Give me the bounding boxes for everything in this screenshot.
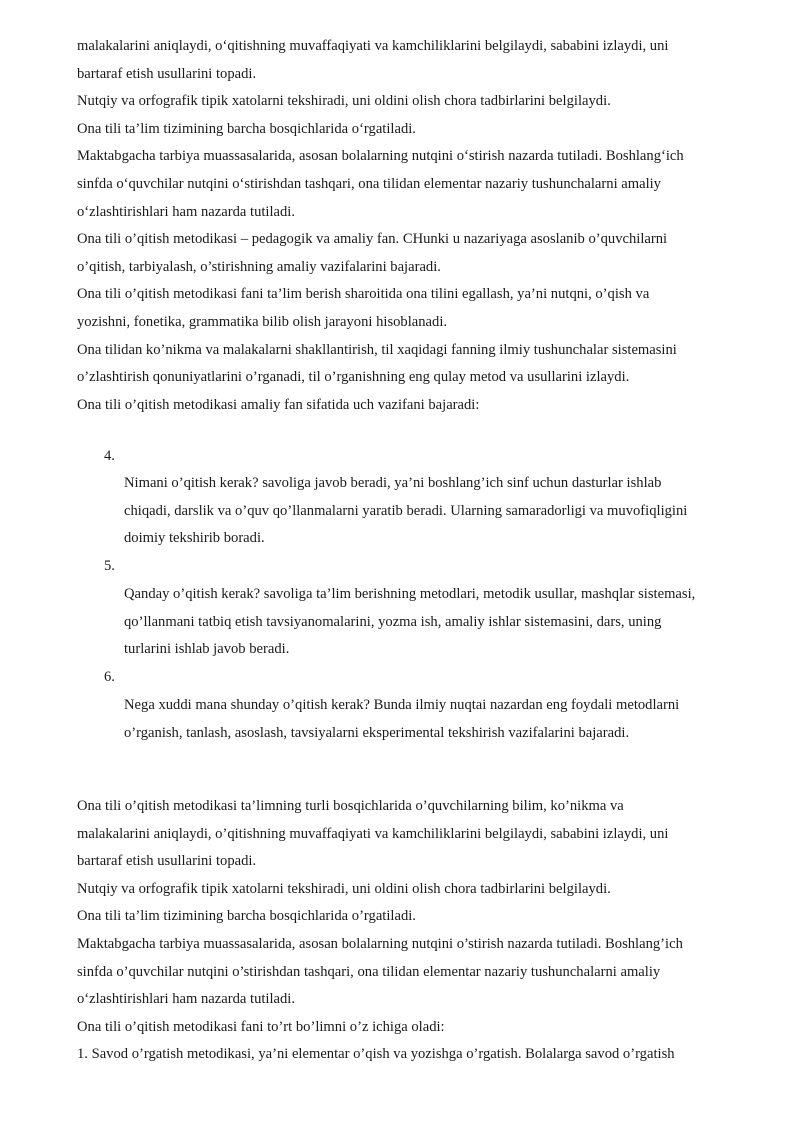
text-line: malakalarini aniqlaydi, o‘qitishning muvaffaqiyati va kamchiliklarini belgilaydi, sababini izlaydi, uni xyxy=(77,38,669,54)
paragraph xyxy=(77,226,767,281)
text-line: Nutqiy va orfografik tipik xatolarni tekshiradi, uni oldini olish chora tadbirlarini belgilaydi. xyxy=(77,880,611,897)
paragraph xyxy=(77,876,767,904)
text-line: o’qitish, tarbiyalash, o’stirishning amaliy vazifalarini bajaradi. xyxy=(77,258,441,275)
paragraph xyxy=(77,116,767,144)
paragraph xyxy=(77,793,767,876)
text-line: doimiy tekshirib boradi. xyxy=(124,530,265,547)
text-line: turlarini ishlab javob beradi. xyxy=(124,641,290,658)
top-text-block xyxy=(77,33,767,419)
text-line: Maktabgacha tarbiya muassasalarida, asosan bolalarning nutqini o’stirish nazarda tutiladi. Boshlang’ich xyxy=(77,935,683,952)
text-line: Nimani o’qitish kerak? savoliga javob beradi, ya’ni boshlang’ich sinf uchun dasturlar ishlab xyxy=(124,475,662,491)
text-line: bartaraf etish usullarini topadi. xyxy=(77,853,257,870)
bottom-text-block xyxy=(77,793,767,1069)
text-line: o‘zlashtirishlari ham nazarda tutiladi. xyxy=(77,203,296,220)
text-line: qo’llanmani tatbiq etish tavsiyanomalarini, yozma ish, amaliy ishlar sistemasini, dars, uning xyxy=(124,613,662,630)
text-line: sinfda o‘quvchilar nutqini o‘stirishdan tashqari, ona tilidan elementar nazariy tushunchalarni amaliy xyxy=(77,175,661,192)
paragraph xyxy=(77,1014,767,1042)
text-line: bartaraf etish usullarini topadi. xyxy=(77,65,257,82)
paragraph xyxy=(77,903,767,931)
paragraph xyxy=(77,33,767,88)
paragraph xyxy=(77,392,767,420)
list-item xyxy=(124,470,774,553)
paragraph xyxy=(77,143,767,226)
paragraph xyxy=(77,931,767,1014)
text-line: Ona tilidan ko’nikma va malakalarni shakllantirish, til xaqidagi fanning ilmiy tushunchalar sistemasini xyxy=(77,341,677,358)
text-line: sinfda o’quvchilar nutqini o’stirishdan tashqari, ona tilidan elementar nazariy tushunchalarni amaliy xyxy=(77,963,661,980)
list-number: 5. xyxy=(104,558,115,574)
text-line: malakalarini aniqlaydi, o’qitishning muvaffaqiyati va kamchiliklarini belgilaydi, sababini izlaydi, uni xyxy=(77,825,669,842)
text-line: yozishni, fonetika, grammatika bilib olish jarayoni hisoblanadi. xyxy=(77,313,448,330)
text-line: Ona tili o’qitish metodikasi fani ta’lim berish sharoitida ona tilini egallash, ya’ni nutqni, o’qish va xyxy=(77,286,650,303)
text-line: chiqadi, darslik va o’quv qo’llanmalarni yaratib beradi. Ularning samaradorligi va muvofiqligini xyxy=(124,502,688,519)
list-number: 4. xyxy=(104,448,115,464)
list-item xyxy=(124,692,774,747)
text-line: Ona tili o’qitish metodikasi ta’limning turli bosqichlarida o’quvchilarning bilim, ko’nikma va xyxy=(77,798,624,814)
paragraph xyxy=(77,281,767,336)
text-line: Maktabgacha tarbiya muassasalarida, asosan bolalarning nutqini o‘stirish nazarda tutiladi. Boshlang‘ich xyxy=(77,148,684,165)
paragraph xyxy=(77,88,767,116)
paragraph xyxy=(77,337,767,392)
text-line: o’zlashtirish qonuniyatlarini o’rganadi, til o’rganishning eng qulay metod va usullarini izlaydi. xyxy=(77,369,630,386)
text-line: o‘zlashtirishlari ham nazarda tutiladi. xyxy=(77,991,296,1008)
text-line: o’rganish, tanlash, asoslash, tavsiyalarni eksperimental tekshirish vazifalarini bajaradi. xyxy=(124,724,630,741)
list-item xyxy=(124,581,774,664)
text-line: Ona tili ta’lim tizimining barcha bosqichlarida o‘rgatiladi. xyxy=(77,120,416,137)
text-line: Nutqiy va orfografik tipik xatolarni tekshiradi, uni oldini olish chora tadbirlarini belgilaydi. xyxy=(77,93,611,110)
paragraph xyxy=(77,1041,767,1069)
text-line: Ona tili o’qitish metodikasi amaliy fan sifatida uch vazifani bajaradi: xyxy=(77,396,480,413)
list-number: 6. xyxy=(104,669,115,685)
text-line: Nega xuddi mana shunday o’qitish kerak? Bunda ilmiy nuqtai nazardan eng foydali metodlarni xyxy=(124,697,680,713)
text-line: Ona tili o’qitish metodikasi fani to’rt bo’limni o’z ichiga oladi: xyxy=(77,1018,445,1035)
text-line: Ona tili o’qitish metodikasi – pedagogik va amaliy fan. CHunki u nazariyaga asoslanib o’quvchilarni xyxy=(77,231,668,248)
text-line: Ona tili ta’lim tizimining barcha bosqichlarida o’rgatiladi. xyxy=(77,908,416,925)
text-line: Qanday o’qitish kerak? savoliga ta’lim berishning metodlari, metodik usullar, mashqlar sistemasi, xyxy=(124,586,696,602)
text-line: 1. Savod o’rgatish metodikasi, ya’ni elementar o’qish va yozishga o’rgatish. Bolalarga savod o’rgatish xyxy=(77,1046,675,1063)
